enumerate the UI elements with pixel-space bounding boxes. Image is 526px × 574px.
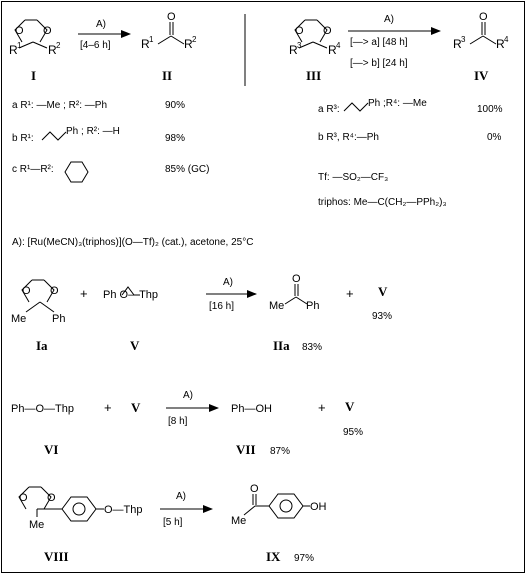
atom-O: O	[295, 25, 304, 37]
atom-Ph: Ph	[52, 313, 66, 325]
atom-O: O	[43, 25, 52, 37]
superscript: 3	[461, 35, 466, 44]
compound-VI-structure: Ph—O—Thp	[11, 403, 74, 415]
byproduct-V: V	[378, 284, 388, 299]
reagent-V: V	[131, 400, 141, 415]
superscript: 4	[504, 35, 509, 44]
compound-label-Ia: Ia	[36, 338, 48, 353]
superscript: 2	[192, 35, 197, 44]
atom-Me: Me	[29, 519, 45, 531]
atom-O: O	[50, 285, 59, 297]
atom-R: R	[184, 37, 193, 51]
atom-R: R	[328, 43, 337, 57]
row-a-yield: 100%	[477, 104, 503, 115]
arrow-bottom-label: [8 h]	[168, 416, 188, 427]
row-a-prefix: a R³:	[318, 104, 340, 115]
compound-VII-structure: Ph—OH	[231, 403, 272, 415]
atom-Me: Me	[269, 300, 285, 312]
atom-O: O	[15, 25, 24, 37]
atom-O: O	[323, 25, 332, 37]
vinyl-zigzag	[42, 132, 66, 140]
tf-definition: Tf: —SO₂—CF₃	[318, 172, 389, 183]
compound-label-I: I	[31, 68, 37, 83]
atom-R: R	[496, 37, 505, 51]
compound-VIII-structure	[19, 487, 104, 531]
product-yield: 87%	[270, 446, 291, 457]
atom-R: R	[9, 43, 18, 57]
arrow-bottom-label-2: [—> b] [24 h]	[350, 58, 408, 69]
compound-I-structure	[9, 20, 61, 57]
atom-Me: Me	[231, 515, 247, 527]
superscript: 1	[149, 35, 154, 44]
atom-O: O	[479, 11, 488, 23]
atom-O: O	[47, 492, 56, 504]
compound-label-VI: VI	[44, 442, 59, 457]
hydroxyl-substituent: OH	[310, 501, 327, 513]
arrow-top-label: A)	[384, 14, 394, 25]
arrow-top-label: A)	[96, 19, 106, 30]
compound-label-IIa: IIa	[273, 338, 290, 353]
plus-sign: +	[346, 286, 354, 301]
atom-R: R	[141, 37, 150, 51]
row-b-substituents: b R³, R⁴:—Ph	[318, 132, 379, 143]
compound-label-V: V	[130, 338, 140, 353]
compound-Ia-structure	[11, 280, 65, 325]
arrow-top-label: A)	[183, 390, 193, 401]
reagent-V-structure: Ph O—Thp	[103, 289, 159, 301]
byproduct-yield: 95%	[343, 427, 364, 438]
superscript: 4	[336, 41, 341, 50]
row-b-prefix: b R¹:	[12, 133, 34, 144]
thp-ether-substituent: O—Thp	[104, 504, 143, 516]
atom-O: O	[250, 483, 259, 495]
arrow-bottom-label: [5 h]	[163, 517, 183, 528]
plus-sign: +	[80, 286, 88, 301]
arrow-top-label: A)	[223, 277, 233, 288]
compound-II-structure	[141, 11, 197, 51]
atom-R: R	[48, 43, 57, 57]
atom-Me: Me	[11, 313, 27, 325]
product-yield: 83%	[302, 342, 323, 353]
superscript: 1	[17, 41, 22, 50]
row-c-yield: 85% (GC)	[165, 164, 210, 175]
compound-IIa-structure	[269, 273, 319, 312]
compound-label-IX: IX	[266, 549, 281, 564]
row-b-yield: 0%	[487, 132, 502, 143]
arrow-top-label: A)	[176, 491, 186, 502]
compound-III-structure	[289, 20, 341, 57]
atom-O: O	[19, 492, 28, 504]
vinyl-zigzag	[344, 103, 368, 111]
row-b-yield: 98%	[165, 133, 186, 144]
arrow-bottom-label-1: [—> a] [48 h]	[350, 37, 408, 48]
compound-label-III: III	[306, 68, 322, 83]
triphos-definition: triphos: Me—C(CH₂—PPh₂)₃	[318, 197, 447, 208]
product-yield: 97%	[294, 553, 315, 564]
superscript: 2	[56, 41, 61, 50]
compound-label-VIII: VIII	[44, 549, 69, 564]
compound-IX-structure	[231, 483, 310, 527]
compound-IV-structure	[453, 11, 509, 51]
atom-O: O	[167, 11, 176, 23]
row-a-suffix: Ph ;R⁴: —Me	[368, 98, 427, 109]
byproduct-V: V	[345, 399, 355, 414]
plus-sign: +	[318, 400, 326, 415]
atom-R: R	[289, 43, 298, 57]
reaction-conditions: A): [Ru(MeCN)₃(triphos)](O—Tf)₂ (cat.), acetone, 25°C	[12, 237, 254, 248]
compound-label-VII: VII	[236, 442, 256, 457]
arrow-bottom-label: [4–6 h]	[80, 40, 111, 51]
plus-sign: +	[104, 400, 112, 415]
row-b-suffix: Ph ; R²: —H	[66, 126, 120, 137]
compound-label-II: II	[162, 68, 173, 83]
row-c-prefix: c R¹—R²:	[12, 164, 54, 175]
row-a-yield: 90%	[165, 100, 186, 111]
cyclohexane-ring	[65, 162, 88, 182]
row-a-substituents: a R¹: —Me ; R²: —Ph	[12, 100, 108, 111]
atom-O: O	[292, 273, 301, 285]
superscript: 3	[297, 41, 302, 50]
atom-R: R	[453, 37, 462, 51]
arrow-bottom-label: [16 h]	[209, 301, 235, 312]
atom-O: O	[22, 285, 31, 297]
atom-Ph: Ph	[306, 300, 320, 312]
byproduct-yield: 93%	[372, 311, 393, 322]
compound-label-IV: IV	[474, 68, 489, 83]
